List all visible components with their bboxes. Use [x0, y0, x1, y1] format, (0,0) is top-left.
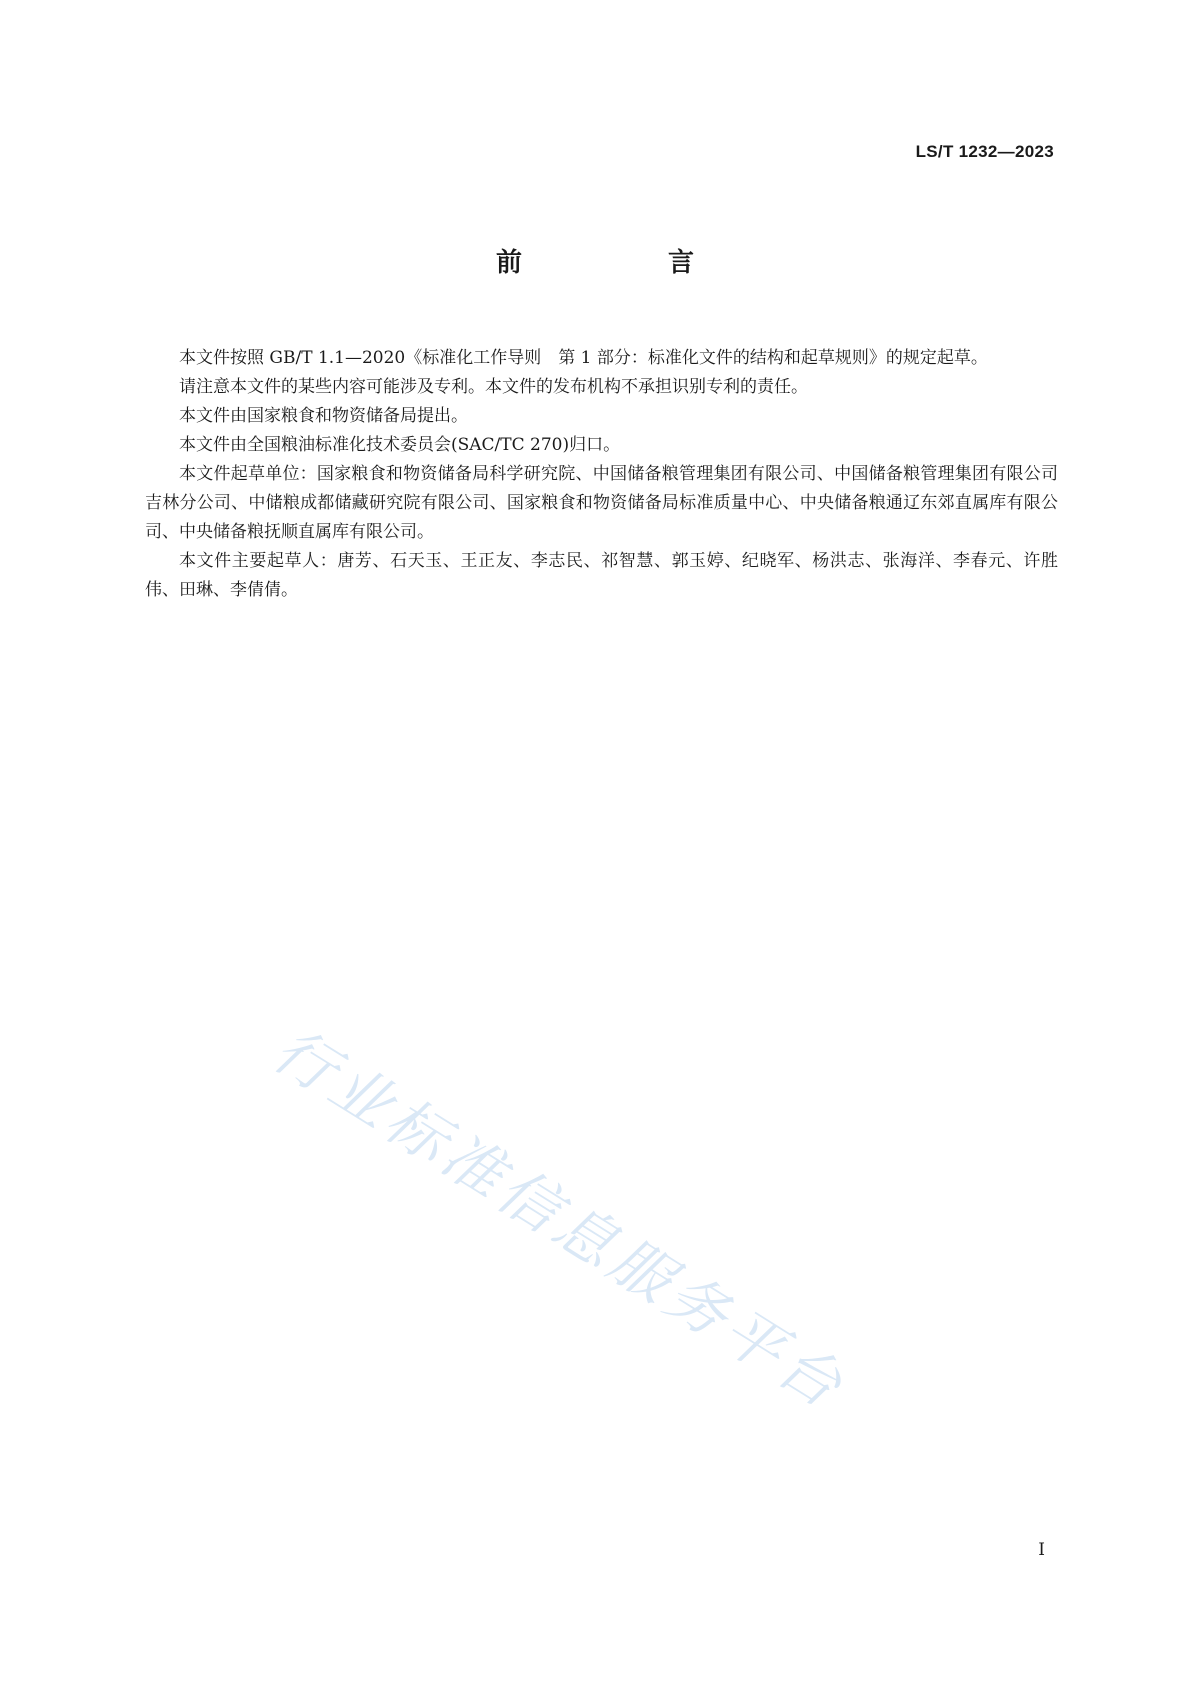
paragraph-committee: 本文件由全国粮油标准化技术委员会(SAC/TC 270)归口。: [179, 435, 621, 455]
paragraph-patent-notice: 请注意本文件的某些内容可能涉及专利。本文件的发布机构不承担识别专利的责任。: [179, 377, 808, 397]
paragraph-drafting-units: 本文件起草单位：国家粮食和物资储备局科学研究院、中国储备粮管理集团有限公司、中国储备粮管理集团有限公司吉林分公司、中储粮成都储藏研究院有限公司、国家粮食和物资储备局标准质量中心、中央储备粮通辽东郊直属库有限公司、中央储备粮抚顺直属库有限公司。: [145, 464, 1058, 542]
paragraph-drafting-rules: 本文件按照 GB/T 1.1—2020《标准化工作导则 第 1 部分：标准化文件的结构和起草规则》的规定起草。: [179, 348, 988, 368]
page-title: 前 言: [495, 248, 754, 278]
foreword-body: [145, 344, 1058, 605]
paragraph-proposer: 本文件由国家粮食和物资储备局提出。: [179, 406, 468, 426]
paragraph-drafters: 本文件主要起草人：唐芳、石天玉、王正友、李志民、祁智慧、郭玉婷、纪晓军、杨洪志、张海洋、李春元、许胜伟、田琳、李倩倩。: [145, 551, 1058, 600]
watermark: 行业标准信息服务平台: [261, 1015, 858, 1425]
page-number: I: [1038, 1540, 1045, 1560]
standard-code: LS/T 1232—2023: [915, 142, 1054, 161]
